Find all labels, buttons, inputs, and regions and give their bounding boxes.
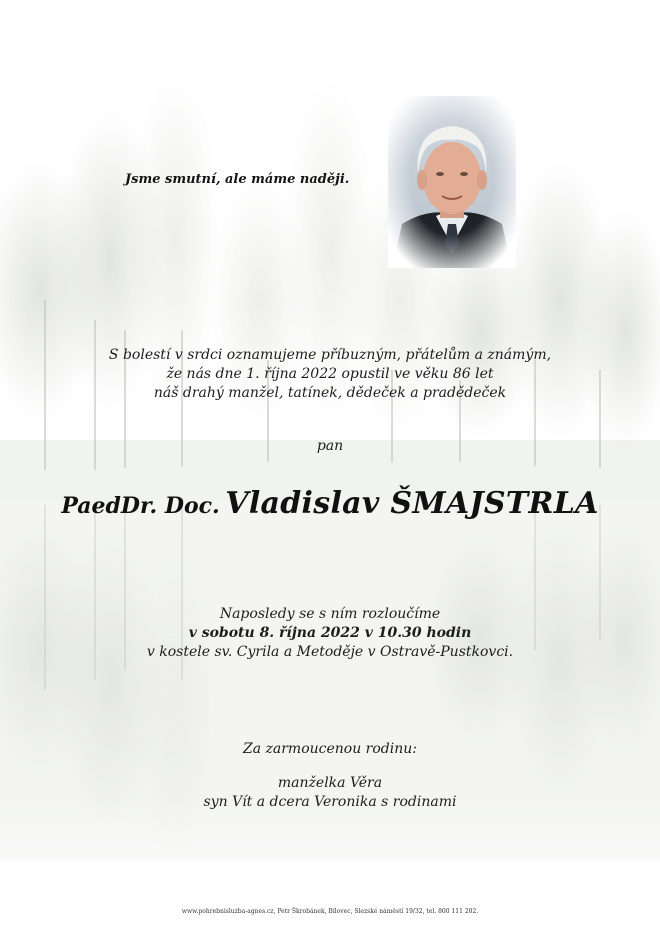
funeral-info — [0, 605, 660, 662]
funeral-date-time: v sobotu 8. října 2022 v 10.30 hodin — [188, 625, 472, 641]
deceased-name — [0, 486, 660, 521]
funeral-location: v kostele sv. Cyrila a Metoděje v Ostravě-Pustkovci. — [146, 644, 514, 660]
announcement — [0, 346, 660, 403]
announcement-line: náš drahý manžel, tatínek, dědeček a pradědeček — [153, 385, 507, 401]
family-member: syn Vít a dcera Veronika s rodinami — [203, 794, 457, 810]
academic-title: PaedDr. Doc. — [61, 493, 220, 519]
portrait-photo — [388, 96, 516, 268]
family-heading: Za zarmoucenou rodinu: — [242, 741, 417, 757]
motto-text: Jsme smutní, ale máme naději. — [125, 172, 350, 187]
family-signature — [0, 740, 660, 812]
funeral-service-footer: www.pohrebnisluzba-agnes.cz, Petr Škrobánek, Bílovec, Slezské náměstí 19/32, tel. 800 111 202. — [181, 908, 479, 915]
honorific-pan: pan — [316, 438, 344, 454]
full-name: Vladislav ŠMAJSTRLA — [225, 486, 599, 521]
funeral-line: Naposledy se s ním rozloučíme — [219, 606, 441, 622]
announcement-line: S bolestí v srdci oznamujeme příbuzným, přátelům a známým, — [108, 347, 552, 363]
announcement-line: že nás dne 1. října 2022 opustil ve věku 86 let — [166, 366, 494, 382]
family-member: manželka Věra — [277, 775, 383, 791]
